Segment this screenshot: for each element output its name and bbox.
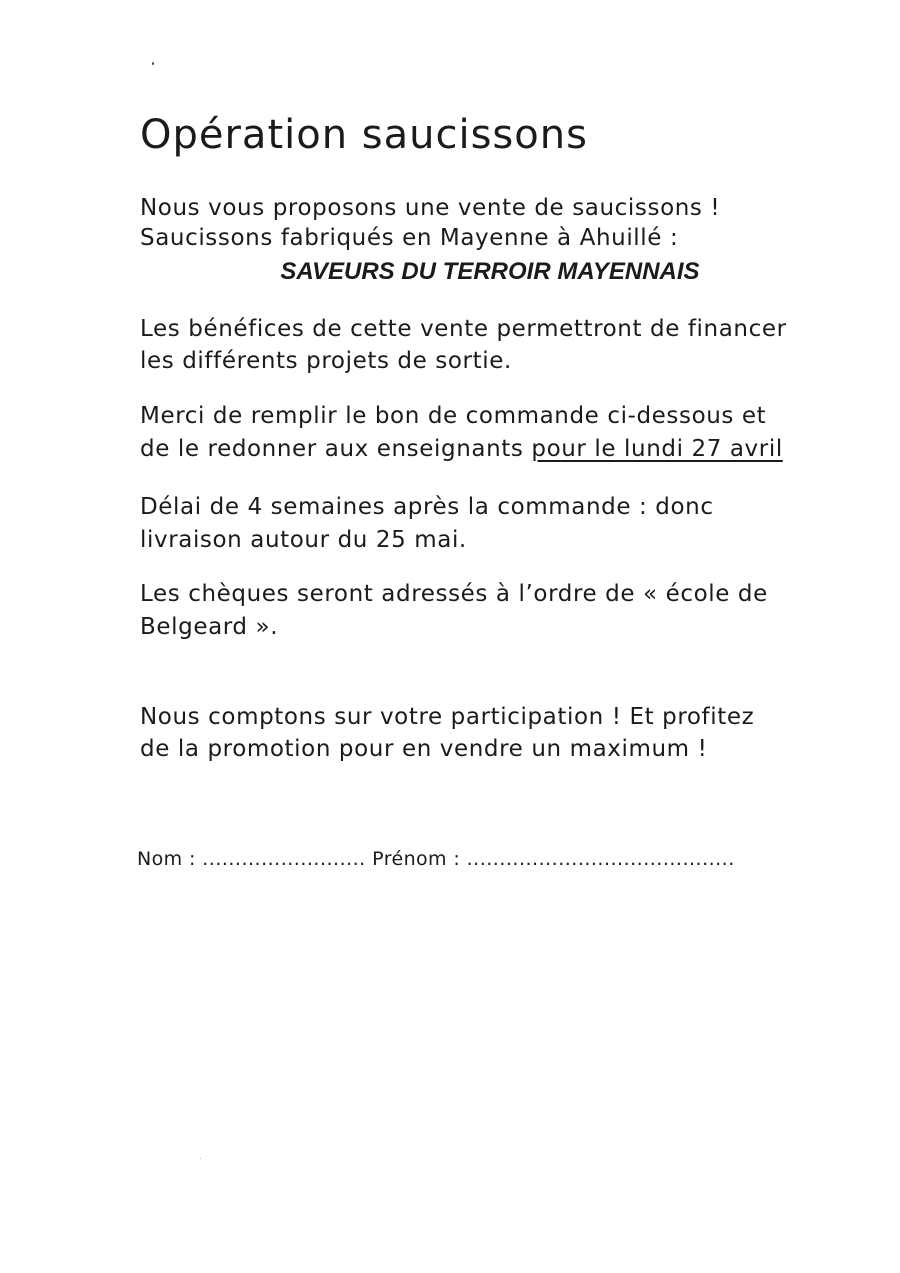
benefits-line-2: les différents projets de sortie. bbox=[140, 348, 512, 374]
cheques-line-1: Les chèques seront adressés à l’ordre de « école de bbox=[140, 581, 768, 607]
intro-line-1: Nous vous proposons une vente de saucissons ! bbox=[140, 195, 721, 221]
order-line-2-text: de le redonner aux enseignants bbox=[140, 436, 532, 462]
name-form-line bbox=[137, 846, 735, 872]
order-line-1: Merci de remplir le bon de commande ci-dessous et bbox=[140, 403, 767, 429]
delivery-line-1: Délai de 4 semaines après la commande : donc bbox=[140, 494, 714, 520]
nom-blank-field[interactable]: ......................... bbox=[202, 848, 366, 870]
closing-line-1: Nous comptons sur votre participation ! Et profitez bbox=[140, 704, 755, 730]
scan-speck bbox=[152, 62, 154, 65]
order-line-2 bbox=[140, 434, 783, 464]
delivery-line-2: livraison autour du 25 mai. bbox=[140, 527, 467, 553]
closing-line-2: de la promotion pour en vendre un maximum ! bbox=[140, 736, 708, 762]
nom-label: Nom : bbox=[137, 848, 203, 870]
cheques-line-2: Belgeard ». bbox=[140, 614, 279, 640]
prenom-label: Prénom : bbox=[365, 848, 467, 870]
page-title: Opération saucissons bbox=[140, 112, 588, 158]
supplier-name: SAVEURS DU TERROIR MAYENNAIS bbox=[280, 258, 700, 285]
benefits-line-1: Les bénéfices de cette vente permettront de financer bbox=[140, 316, 787, 342]
order-deadline: pour le lundi 27 avril bbox=[531, 436, 783, 462]
prenom-blank-field[interactable]: ......................................... bbox=[466, 848, 735, 870]
intro-line-2: Saucissons fabriqués en Mayenne à Ahuillé : bbox=[140, 225, 679, 251]
scan-speck bbox=[200, 1158, 201, 1159]
